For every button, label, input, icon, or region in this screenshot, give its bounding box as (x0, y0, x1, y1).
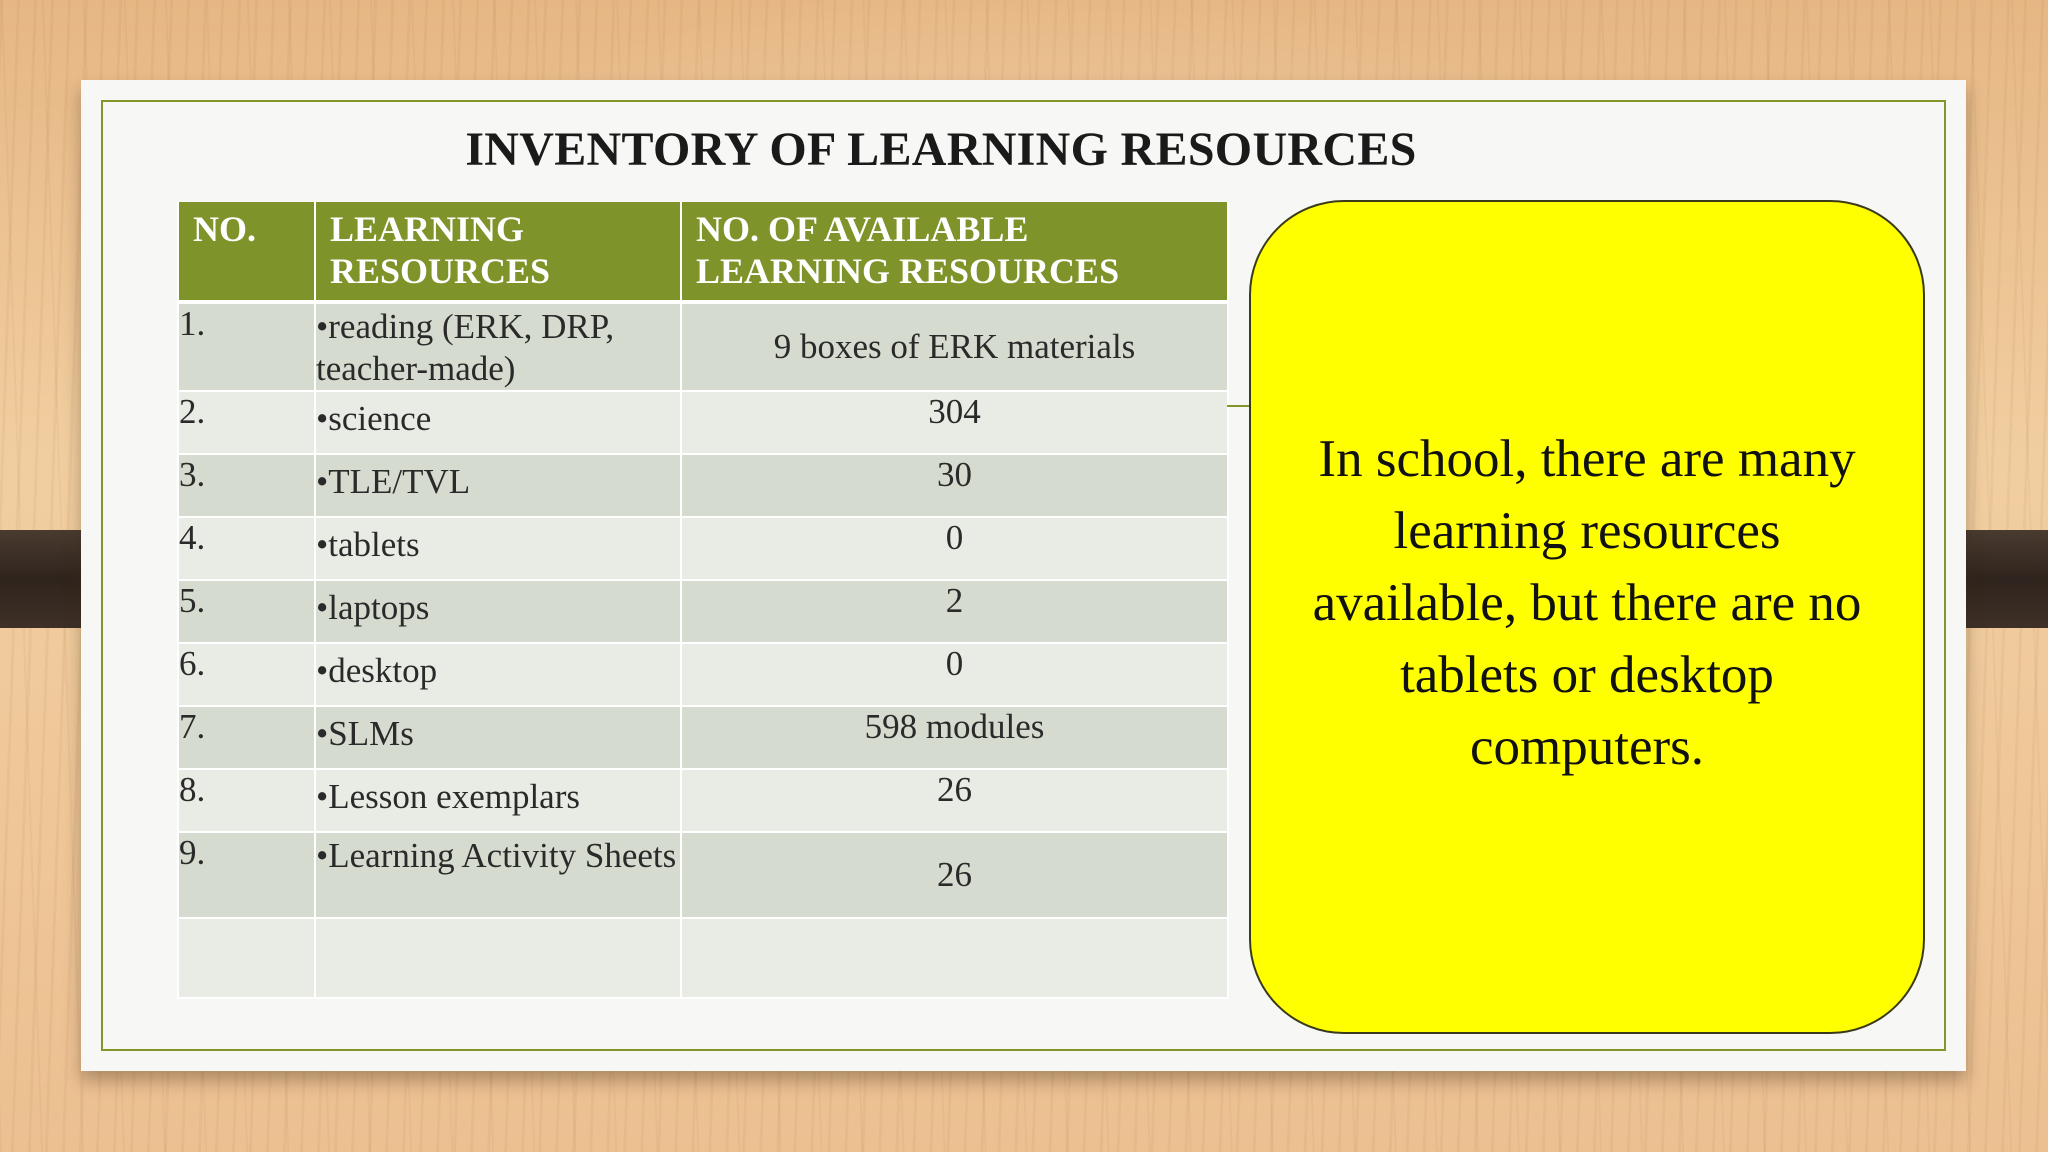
row-resource: •laptops (315, 580, 681, 643)
header-available: NO. OF AVAILABLE LEARNING RESOURCES (681, 202, 1228, 302)
empty-cell (681, 918, 1228, 998)
table-row (178, 706, 1228, 769)
row-resource: •tablets (315, 517, 681, 580)
table-header-row (178, 202, 1228, 302)
row-number: 8. (178, 769, 315, 832)
table-row (178, 580, 1228, 643)
row-number: 5. (178, 580, 315, 643)
row-resource: •SLMs (315, 706, 681, 769)
row-resource: •Lesson exemplars (315, 769, 681, 832)
table-row (178, 832, 1228, 918)
callout-text: In school, there are many learning resources available, but there are no tablets or desktop computers. (1312, 430, 1862, 776)
row-available: 598 modules (681, 706, 1228, 769)
row-resource: •reading (ERK, DRP, teacher-made) (315, 302, 681, 391)
callout-connector-line (1227, 405, 1249, 407)
row-number: 3. (178, 454, 315, 517)
header-learning-resources: LEARNING RESOURCES (315, 202, 681, 302)
row-available: 26 (681, 832, 1228, 918)
table-row (178, 769, 1228, 832)
inventory-table (177, 202, 1229, 999)
row-available: 0 (681, 517, 1228, 580)
empty-cell (178, 918, 315, 998)
row-available: 30 (681, 454, 1228, 517)
row-number: 9. (178, 832, 315, 918)
row-available: 2 (681, 580, 1228, 643)
row-number: 7. (178, 706, 315, 769)
table-row (178, 643, 1228, 706)
row-resource: •Learning Activity Sheets (315, 832, 681, 918)
row-number: 6. (178, 643, 315, 706)
table-row-empty (178, 918, 1228, 998)
row-resource: •science (315, 391, 681, 454)
row-number: 4. (178, 517, 315, 580)
row-available: 9 boxes of ERK materials (681, 302, 1228, 391)
row-resource: •desktop (315, 643, 681, 706)
table-row (178, 302, 1228, 391)
row-number: 1. (178, 302, 315, 391)
header-no: NO. (178, 202, 315, 302)
row-resource: •TLE/TVL (315, 454, 681, 517)
slide (81, 80, 1966, 1071)
slide-title: INVENTORY OF LEARNING RESOURCES (465, 123, 1417, 176)
row-available: 26 (681, 769, 1228, 832)
row-available: 0 (681, 643, 1228, 706)
callout-box (1249, 200, 1925, 1034)
table-row (178, 454, 1228, 517)
table-row (178, 391, 1228, 454)
row-available: 304 (681, 391, 1228, 454)
row-number: 2. (178, 391, 315, 454)
empty-cell (315, 918, 681, 998)
table-row (178, 517, 1228, 580)
